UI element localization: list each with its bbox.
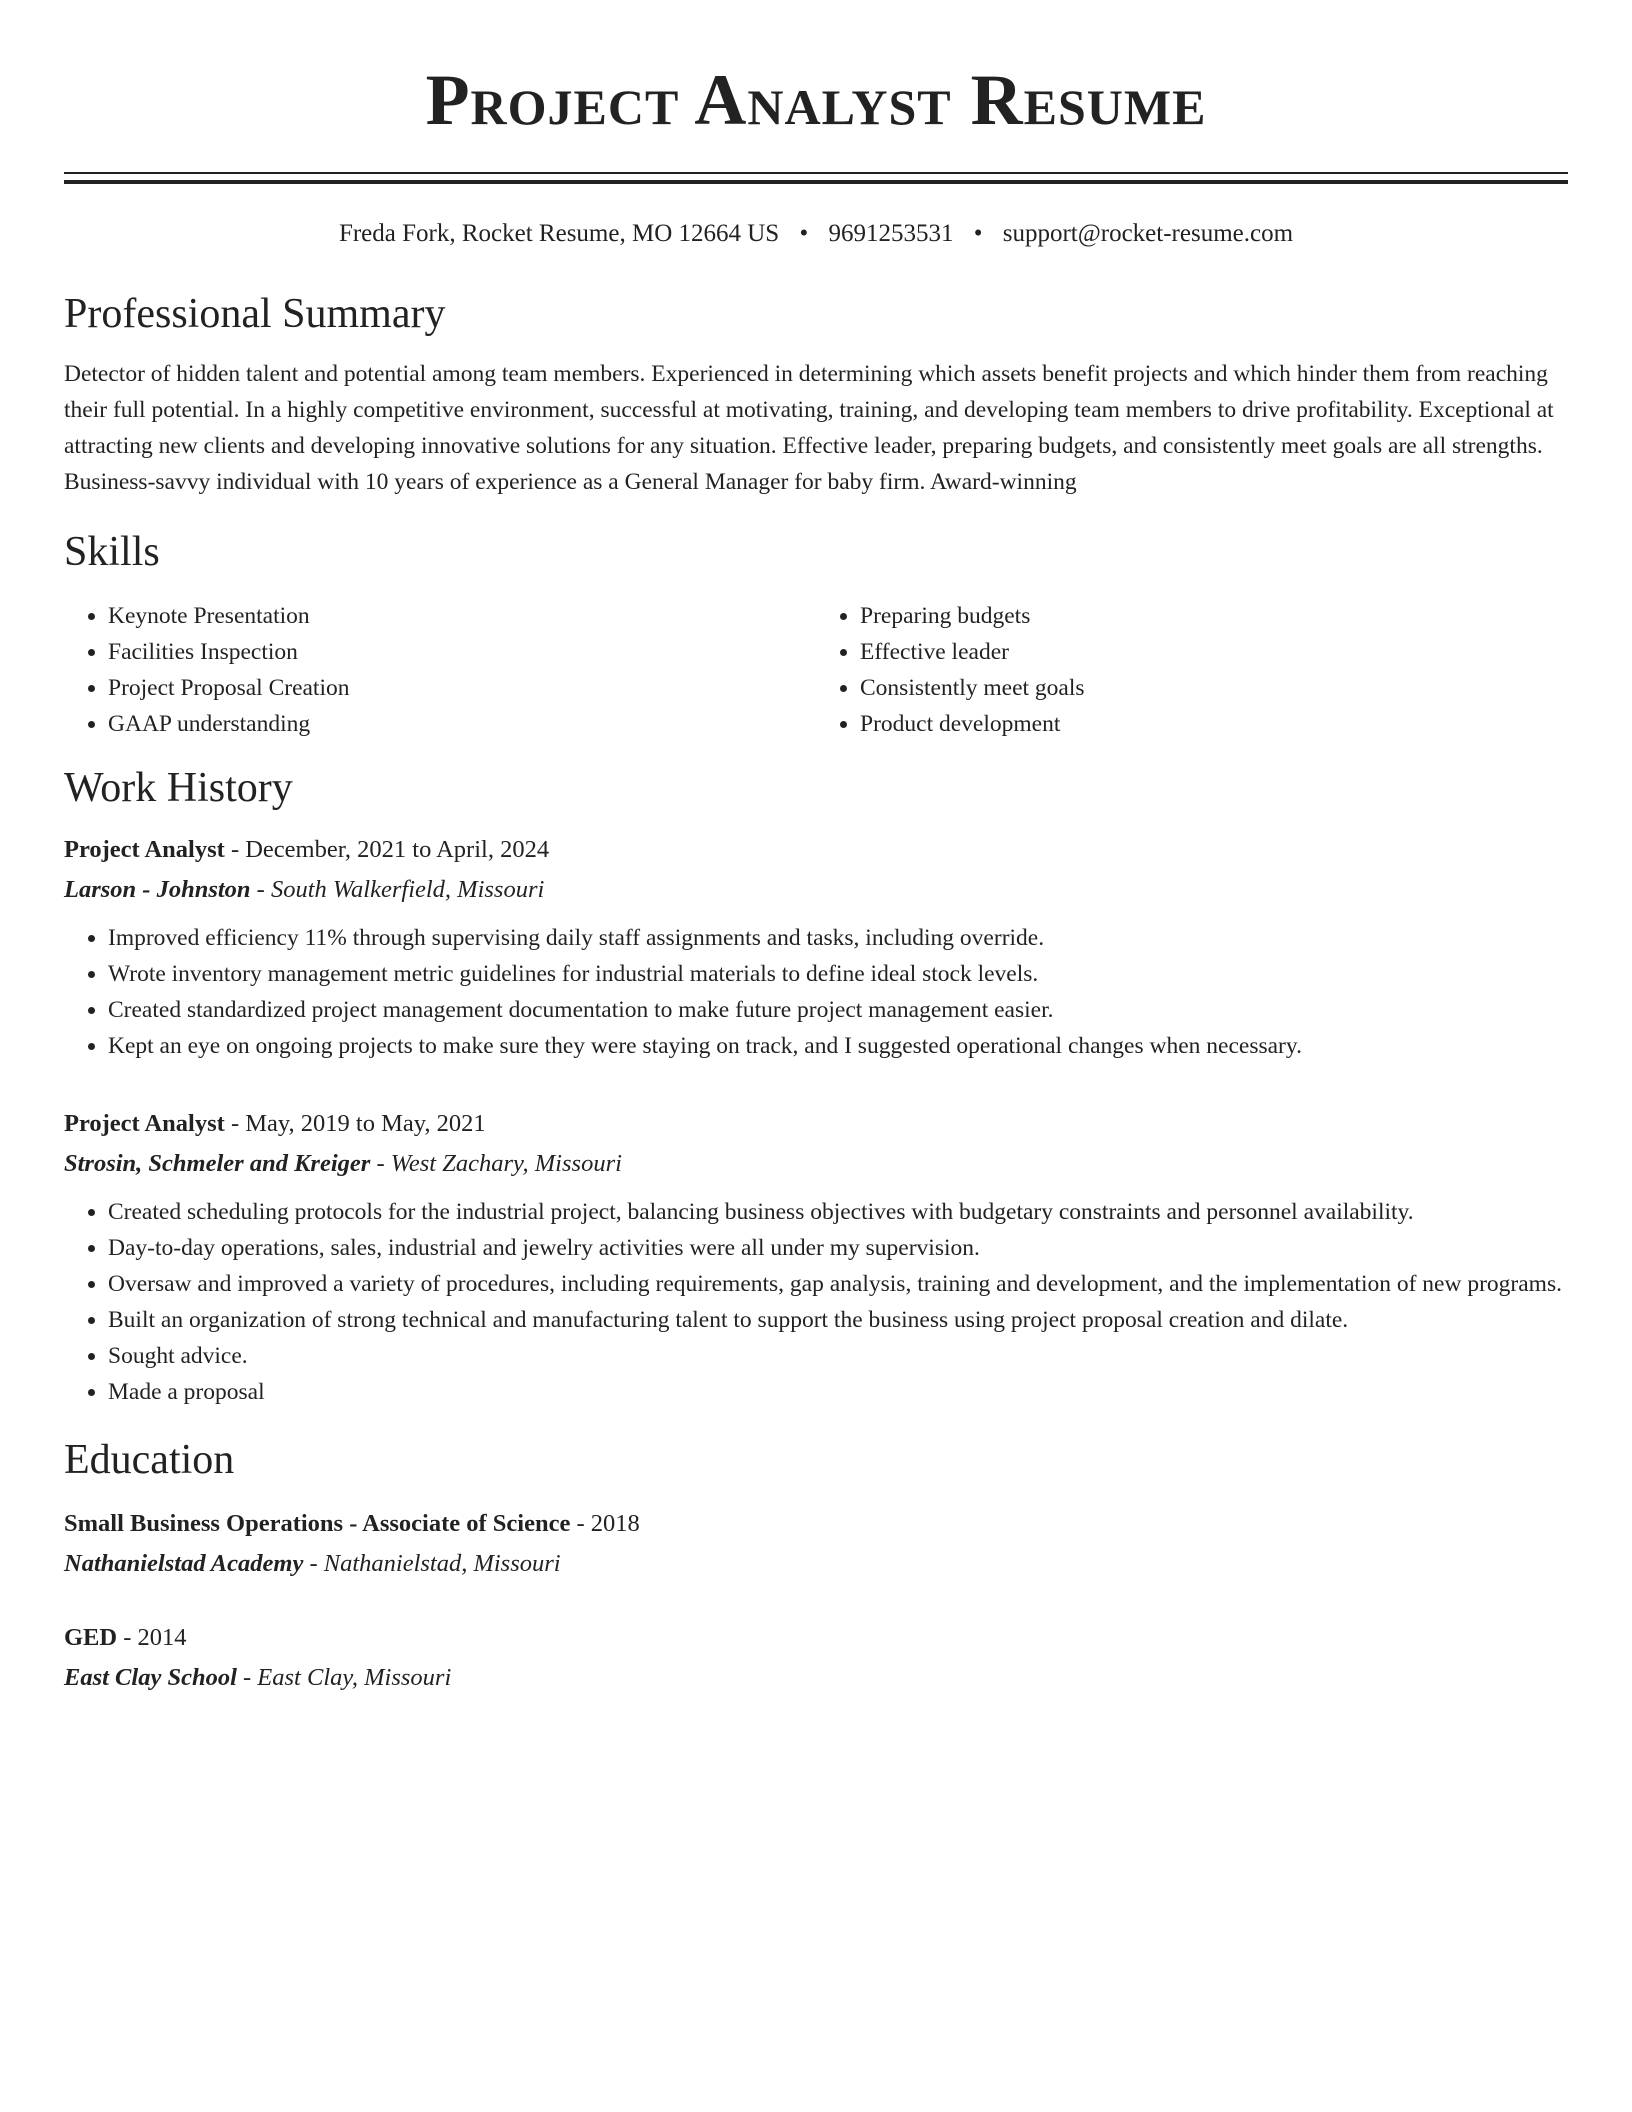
education-year: - 2014 — [117, 1624, 187, 1651]
job-duty: • Created scheduling protocols for the industrial project, balancing business objectives with budgetary constraints and personnel availability. — [108, 1194, 1568, 1230]
title-divider — [64, 172, 1568, 184]
job-title-line — [64, 1106, 1568, 1142]
contact-separator: • — [799, 220, 809, 247]
job-company: Strosin, Schmeler and Kreiger — [64, 1150, 371, 1177]
contact-line — [64, 218, 1568, 250]
job-duty: • Sought advice. — [108, 1338, 1568, 1374]
divider-thick-line — [64, 180, 1568, 184]
skill-item: • Consistently meet goals — [860, 670, 1568, 706]
summary-text: Detector of hidden talent and potential among team members. Experienced in determining which assets benefit projects and which hinder them from reaching their full potential. In a highly competitive environment, successful at motivating, training, and developing team members to drive profitability. Exceptional at attracting new clients and developing innovative solutions for any situation. Effective leader, preparing budgets, and consistently meet goals are all strengths. Business-savvy individual with 10 years of experience as a General Manager for baby firm. Award-winning — [64, 361, 1554, 495]
summary-heading: Professional Summary — [64, 291, 446, 337]
resume-title: Project Analyst Resume — [425, 60, 1207, 140]
skill-item: • GAAP understanding — [108, 706, 816, 742]
job-duty: • Kept an eye on ongoing projects to make sure they were staying on track, and I suggested operational changes when necessary. — [108, 1028, 1568, 1064]
job-company-line — [64, 1146, 1568, 1182]
job-duty: • Day-to-day operations, sales, industrial and jewelry activities were all under my supervision. — [108, 1230, 1568, 1266]
skill-item: • Preparing budgets — [860, 598, 1568, 634]
skills-list — [64, 598, 1568, 742]
job-title: Project Analyst — [64, 1110, 225, 1137]
contact-email: support@rocket-resume.com — [1002, 220, 1294, 247]
education-location: - Nathanielstad, Missouri — [303, 1550, 561, 1577]
skill-item: • Product development — [860, 706, 1568, 742]
job-location: - West Zachary, Missouri — [370, 1150, 622, 1177]
job-title-line — [64, 832, 1568, 868]
education-heading: Education — [64, 1437, 235, 1483]
job-entry — [64, 832, 1568, 1064]
contact-separator: • — [973, 220, 983, 247]
divider-thin-line — [64, 172, 1568, 174]
education-location: - East Clay, Missouri — [236, 1664, 452, 1691]
job-duty: • Built an organization of strong technical and manufacturing talent to support the business using project proposal creation and dilate. — [108, 1302, 1568, 1338]
job-duty: • Improved efficiency 11% through supervising daily staff assignments and tasks, including override. — [108, 920, 1568, 956]
skill-item: • Effective leader — [860, 634, 1568, 670]
skill-item: • Project Proposal Creation — [108, 670, 816, 706]
job-company: Larson - Johnston — [64, 876, 251, 903]
contact-phone: 9691253531 — [828, 220, 954, 247]
education-school: Nathanielstad Academy — [64, 1550, 304, 1577]
job-duty: • Made a proposal — [108, 1374, 1568, 1410]
job-location: - South Walkerfield, Missouri — [250, 876, 545, 903]
education-school-line — [64, 1660, 1568, 1696]
skill-item: • Facilities Inspection — [108, 634, 816, 670]
education-year: - 2018 — [570, 1510, 640, 1537]
education-entry — [64, 1506, 1568, 1582]
education-school: East Clay School — [64, 1664, 237, 1691]
job-duty: • Wrote inventory management metric guidelines for industrial materials to define ideal stock levels. — [108, 956, 1568, 992]
skills-heading: Skills — [64, 529, 160, 575]
education-entry — [64, 1620, 1568, 1696]
education-degree: Small Business Operations - Associate of Science — [64, 1510, 571, 1537]
job-title: Project Analyst — [64, 836, 225, 863]
job-dates: - May, 2019 to May, 2021 — [224, 1110, 486, 1137]
skills-column-left — [64, 598, 816, 742]
education-degree-line — [64, 1506, 1568, 1542]
education-degree-line — [64, 1620, 1568, 1656]
job-duties — [64, 1194, 1568, 1410]
education-school-line — [64, 1546, 1568, 1582]
work-history-heading: Work History — [64, 765, 293, 811]
job-duties — [64, 920, 1568, 1064]
job-duty: • Created standardized project management documentation to make future project management easier. — [108, 992, 1568, 1028]
education-degree: GED — [64, 1624, 118, 1651]
skills-column-right — [816, 598, 1568, 742]
job-company-line — [64, 872, 1568, 908]
skill-item: • Keynote Presentation — [108, 598, 816, 634]
contact-address: Freda Fork, Rocket Resume, MO 12664 US — [338, 220, 780, 247]
job-dates: - December, 2021 to April, 2024 — [224, 836, 550, 863]
job-duty: • Oversaw and improved a variety of procedures, including requirements, gap analysis, training and development, and the implementation of new programs. — [108, 1266, 1568, 1302]
job-entry — [64, 1106, 1568, 1410]
